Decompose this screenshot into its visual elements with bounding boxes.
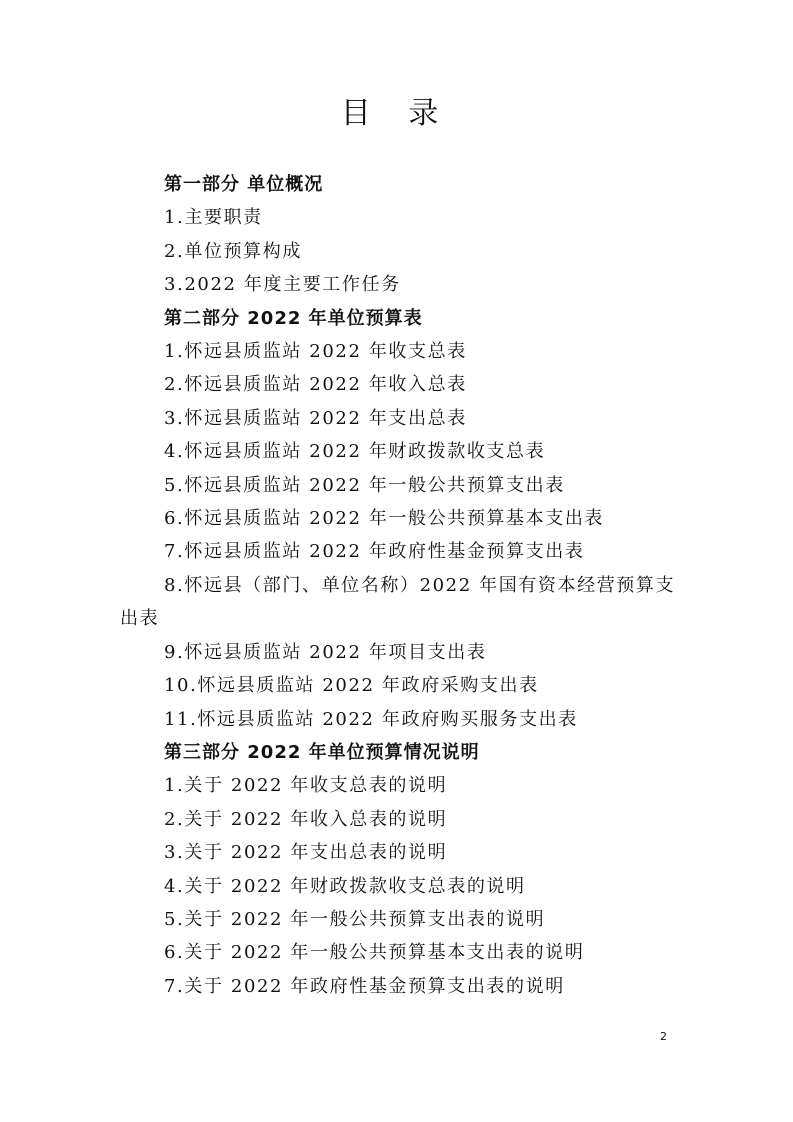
toc-item: 2.单位预算构成 — [164, 240, 302, 262]
part-two-heading: 第二部分 2022 年单位预算表 — [164, 307, 423, 329]
toc-item: 3.2022 年度主要工作任务 — [164, 274, 401, 296]
toc-item: 11.怀远县质监站 2022 年政府购买服务支出表 — [164, 708, 578, 730]
toc-item: 2.怀远县质监站 2022 年收入总表 — [164, 374, 467, 396]
part-three-heading: 第三部分 2022 年单位预算情况说明 — [164, 741, 480, 763]
toc-item: 6.怀远县质监站 2022 年一般公共预算基本支出表 — [164, 508, 605, 530]
page-title: 目 录 — [340, 96, 453, 131]
toc-item: 6.关于 2022 年一般公共预算基本支出表的说明 — [164, 942, 585, 964]
toc-item: 3.怀远县质监站 2022 年支出总表 — [164, 407, 467, 429]
toc-item: 3.关于 2022 年支出总表的说明 — [164, 842, 448, 864]
toc-item: 9.怀远县质监站 2022 年项目支出表 — [164, 641, 487, 663]
toc-item: 1.怀远县质监站 2022 年收支总表 — [164, 341, 467, 363]
toc-item: 4.关于 2022 年财政拨款收支总表的说明 — [164, 875, 526, 897]
toc-item: 8.怀远县（部门、单位名称）2022 年国有资本经营预算支出表 — [120, 574, 676, 630]
toc-item: 1.关于 2022 年收支总表的说明 — [164, 775, 448, 797]
toc-item: 10.怀远县质监站 2022 年政府采购支出表 — [164, 675, 539, 697]
page-number: 2 — [660, 1030, 667, 1043]
toc-item: 7.关于 2022 年政府性基金预算支出表的说明 — [164, 975, 565, 997]
table-of-contents — [120, 168, 690, 1003]
toc-item: 4.怀远县质监站 2022 年财政拨款收支总表 — [164, 441, 546, 463]
toc-item: 7.怀远县质监站 2022 年政府性基金预算支出表 — [164, 541, 585, 563]
toc-item: 5.关于 2022 年一般公共预算支出表的说明 — [164, 908, 546, 930]
toc-item: 1.主要职责 — [164, 207, 263, 229]
toc-item: 2.关于 2022 年收入总表的说明 — [164, 808, 448, 830]
toc-item: 5.怀远县质监站 2022 年一般公共预算支出表 — [164, 474, 565, 496]
part-one-heading: 第一部分 单位概况 — [164, 174, 324, 195]
